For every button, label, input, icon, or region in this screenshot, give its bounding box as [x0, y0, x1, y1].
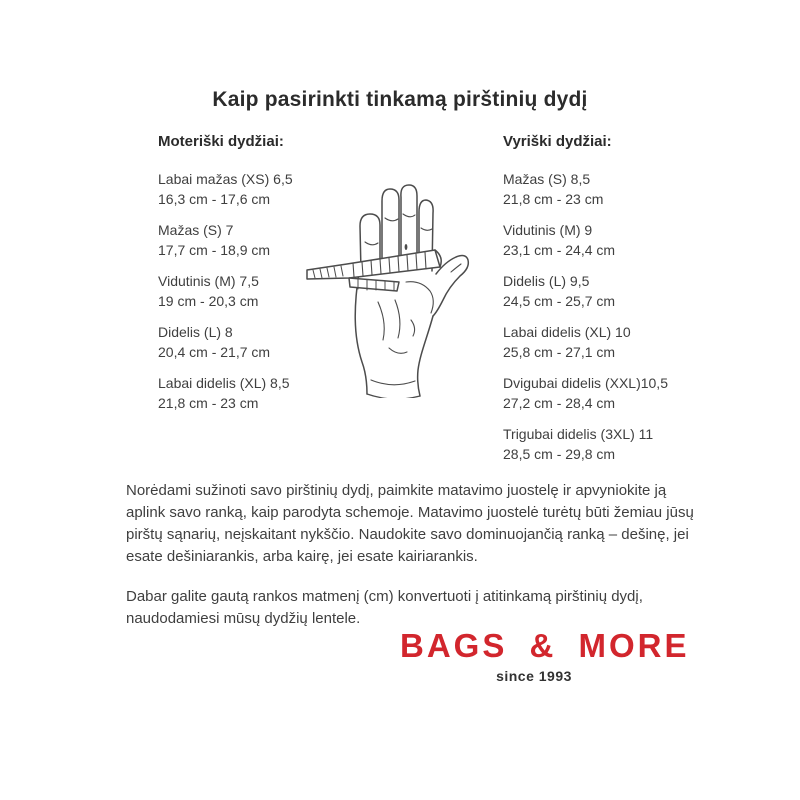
size-label: Mažas (S) 7: [158, 222, 234, 238]
size-label: Vidutinis (M) 9: [503, 222, 593, 238]
size-entry: [503, 169, 733, 209]
brand-tagline: since 1993: [496, 668, 572, 684]
size-label: Trigubai didelis (3XL) 11: [503, 426, 654, 442]
size-range: 21,8 cm - 23 cm: [503, 191, 604, 207]
size-label: Vidutinis (M) 7,5: [158, 273, 259, 289]
size-label: Didelis (L) 8: [158, 324, 233, 340]
size-range: 21,8 cm - 23 cm: [158, 395, 259, 411]
size-range: 23,1 cm - 24,4 cm: [503, 242, 616, 258]
size-range: 28,5 cm - 29,8 cm: [503, 446, 616, 462]
size-label: Labai didelis (XL) 10: [503, 324, 631, 340]
size-range: 19 cm - 20,3 cm: [158, 293, 259, 309]
size-entry: [503, 220, 733, 260]
men-sizes-heading: Vyriški dydžiai:: [503, 133, 612, 150]
page-title: Kaip pasirinkti tinkamą pirštinių dydį: [212, 88, 588, 111]
brand-logo: [400, 627, 690, 684]
conversion-paragraph: Dabar galite gautą rankos matmenį (cm) konvertuoti į atitinkamą pirštinių dydį, naudodamiesi mūsų dydžių lentele.: [126, 588, 643, 627]
hand-measuring-tape-illustration: [303, 170, 478, 398]
women-sizes-heading: Moteriški dydžiai:: [158, 133, 284, 150]
size-range: 27,2 cm - 28,4 cm: [503, 395, 616, 411]
size-label: Labai didelis (XL) 8,5: [158, 375, 290, 391]
size-range: 25,8 cm - 27,1 cm: [503, 344, 616, 360]
size-entry: [503, 322, 733, 362]
size-entry: [503, 271, 733, 311]
size-range: 24,5 cm - 25,7 cm: [503, 293, 616, 309]
hand-outline: [355, 185, 468, 398]
size-entry: [503, 424, 733, 464]
size-label: Didelis (L) 9,5: [503, 273, 590, 289]
size-label: Labai mažas (XS) 6,5: [158, 171, 293, 187]
size-entry: [503, 373, 733, 413]
size-range: 20,4 cm - 21,7 cm: [158, 344, 271, 360]
brand-name: BAGS & MORE: [400, 627, 690, 664]
size-range: 16,3 cm - 17,6 cm: [158, 191, 271, 207]
men-sizes-column: [503, 133, 733, 475]
size-range: 17,7 cm - 18,9 cm: [158, 242, 271, 258]
size-label: Dvigubai didelis (XXL)10,5: [503, 375, 668, 391]
size-label: Mažas (S) 8,5: [503, 171, 591, 187]
instructions-paragraph: Norėdami sužinoti savo pirštinių dydį, paimkite matavimo juostelę ir apvyniokite ją aplink savo ranką, kaip parodyta schemoje. Matavimo juostelė turėtų būti žemiau jūsų pirštų sąnarių, neįskaitant nykščio. Naudokite savo dominuojančią ranką – dešinę, jei esate dešiniarankis, arba kairę, jei esate kairiarankis.: [126, 482, 694, 565]
